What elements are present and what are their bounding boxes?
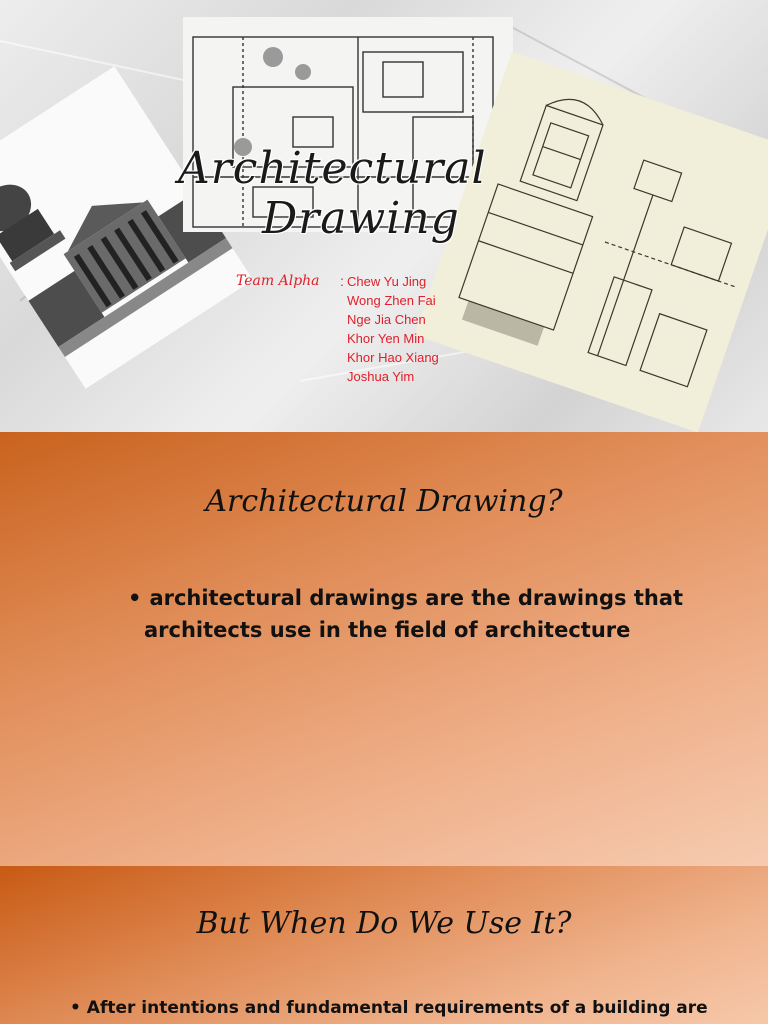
team-member: Nge Jia Chen (347, 312, 426, 327)
team-member: Khor Hao Xiang (347, 350, 439, 365)
team-colon: : (340, 273, 344, 289)
team-member: Wong Zhen Fai (347, 293, 436, 308)
title-line-2: Drawing (262, 193, 460, 244)
bullet-text: After intentions and fundamental requirements of a building are (86, 998, 708, 1018)
team-member: Joshua Yim (347, 369, 415, 384)
title-line-1: Architectural (178, 143, 487, 194)
usage-slide (0, 866, 768, 1024)
slide-title: Architectural Drawing? (205, 484, 563, 519)
team-member: Khor Yen Min (347, 331, 425, 346)
definition-slide (0, 432, 768, 866)
title-slide (0, 0, 768, 432)
slide-title: But When Do We Use It? (196, 906, 572, 941)
team-label: Team Alpha (236, 273, 320, 289)
bullet-point (70, 998, 768, 1018)
bullet-text-line-1: architectural drawings are the drawings that (149, 586, 684, 610)
bullet-dot-icon: • (70, 998, 87, 1018)
bullet-point (128, 582, 728, 646)
bullet-dot-icon: • (128, 586, 142, 610)
bullet-text-line-2: architects use in the field of architecture (144, 618, 631, 642)
team-member: Chew Yu Jing (347, 274, 427, 289)
